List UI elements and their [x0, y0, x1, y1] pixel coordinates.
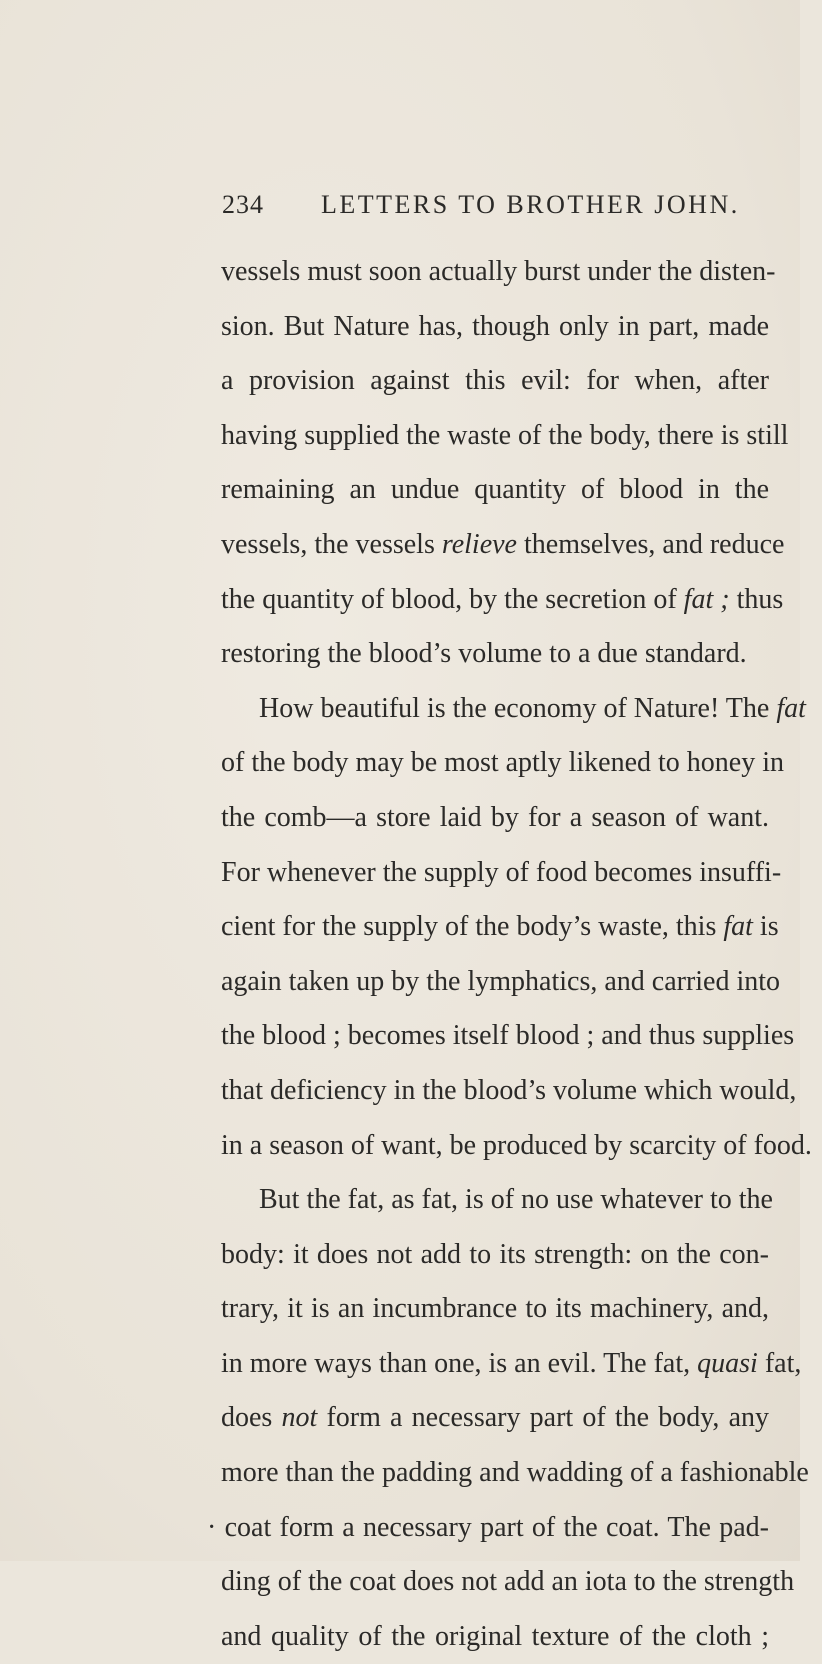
text-line [221, 1173, 773, 1228]
text-line [207, 1501, 769, 1556]
text-run: But the fat, as fat, is of no use whatever to the [259, 1184, 773, 1216]
text-line [221, 573, 784, 628]
text-line [221, 245, 776, 300]
text-run: in a season of want, be produced by scarcity of food. [221, 1129, 812, 1161]
text-line [221, 1009, 795, 1064]
text-line [221, 1119, 812, 1174]
text-run: that deficiency in the blood’s volume which would, [221, 1074, 797, 1106]
text-run: of the body may be most aptly likened to honey in [221, 747, 785, 779]
text-run: fat, [757, 1347, 802, 1379]
text-run: does [221, 1402, 282, 1434]
text-line [221, 955, 781, 1010]
text-line [221, 1064, 797, 1119]
text-line [221, 409, 789, 464]
text-run: How beautiful is the economy of Nature! The [259, 692, 777, 724]
text-line [221, 1337, 802, 1392]
text-run: more than the padding and wadding of a fashionable [221, 1457, 809, 1489]
text-line [221, 1610, 769, 1664]
italic-text: fat [776, 692, 806, 724]
text-run: the comb—a store laid by for a season of want. [221, 801, 769, 833]
text-run: the blood ; becomes itself blood ; and thus supplies [221, 1020, 795, 1052]
italic-text: fat [723, 911, 753, 943]
text-run: sion. But Nature has, though only in part, made [221, 310, 769, 342]
italic-text: relieve [441, 528, 517, 560]
text-run: themselves, and reduce [517, 528, 785, 560]
text-line [221, 1228, 769, 1283]
italic-text: not [281, 1402, 318, 1434]
text-run: ding of the coat does not add an iota to the strength [221, 1566, 795, 1598]
text-run: For whenever the supply of food becomes insuffi- [221, 856, 782, 888]
text-run: having supplied the waste of the body, there is still [221, 419, 789, 451]
text-line [221, 300, 769, 355]
text-line [221, 846, 782, 901]
page-number: 234 [222, 190, 264, 219]
text-run: · coat form a necessary part of the coat. The pad- [207, 1511, 769, 1543]
text-line [221, 627, 769, 682]
text-run: the quantity of blood, by the secretion of [221, 583, 684, 615]
text-line [221, 518, 785, 573]
text-run: remaining an undue quantity of blood in the [221, 474, 769, 506]
text-run: restoring the blood’s volume to a due standard. [221, 638, 747, 670]
text-run: vessels must soon actually burst under the disten- [221, 256, 776, 287]
running-title: LETTERS TO BROTHER JOHN. [321, 190, 740, 219]
text-run: vessels, the vessels [221, 528, 442, 560]
text-line [221, 1555, 795, 1610]
text-run: trary, it is an incumbrance to its machinery, and, [221, 1293, 769, 1325]
text-run: again taken up by the lymphatics, and carried into [221, 965, 781, 997]
text-run: and quality of the original texture of the cloth ; [221, 1620, 769, 1652]
italic-text: quasi [697, 1347, 758, 1379]
text-run: body: it does not add to its strength: on the con- [221, 1238, 769, 1270]
text-line [221, 1391, 769, 1446]
text-run: cient for the supply of the body’s waste, this [221, 911, 724, 943]
text-run: is [752, 911, 779, 943]
text-line [221, 682, 806, 737]
italic-text: fat ; [683, 583, 730, 615]
text-line [221, 791, 769, 846]
text-line [221, 736, 785, 791]
text-line [221, 463, 769, 518]
text-run: thus [729, 583, 784, 615]
text-line [221, 900, 779, 955]
text-run: in more ways than one, is an evil. The fat, [221, 1347, 698, 1379]
text-line [221, 1446, 809, 1501]
text-line [221, 1282, 769, 1337]
text-run: form a necessary part of the body, any [317, 1402, 769, 1434]
text-line [221, 354, 769, 409]
text-run: a provision against this evil: for when, after [221, 365, 769, 397]
body-text [207, 245, 812, 1664]
